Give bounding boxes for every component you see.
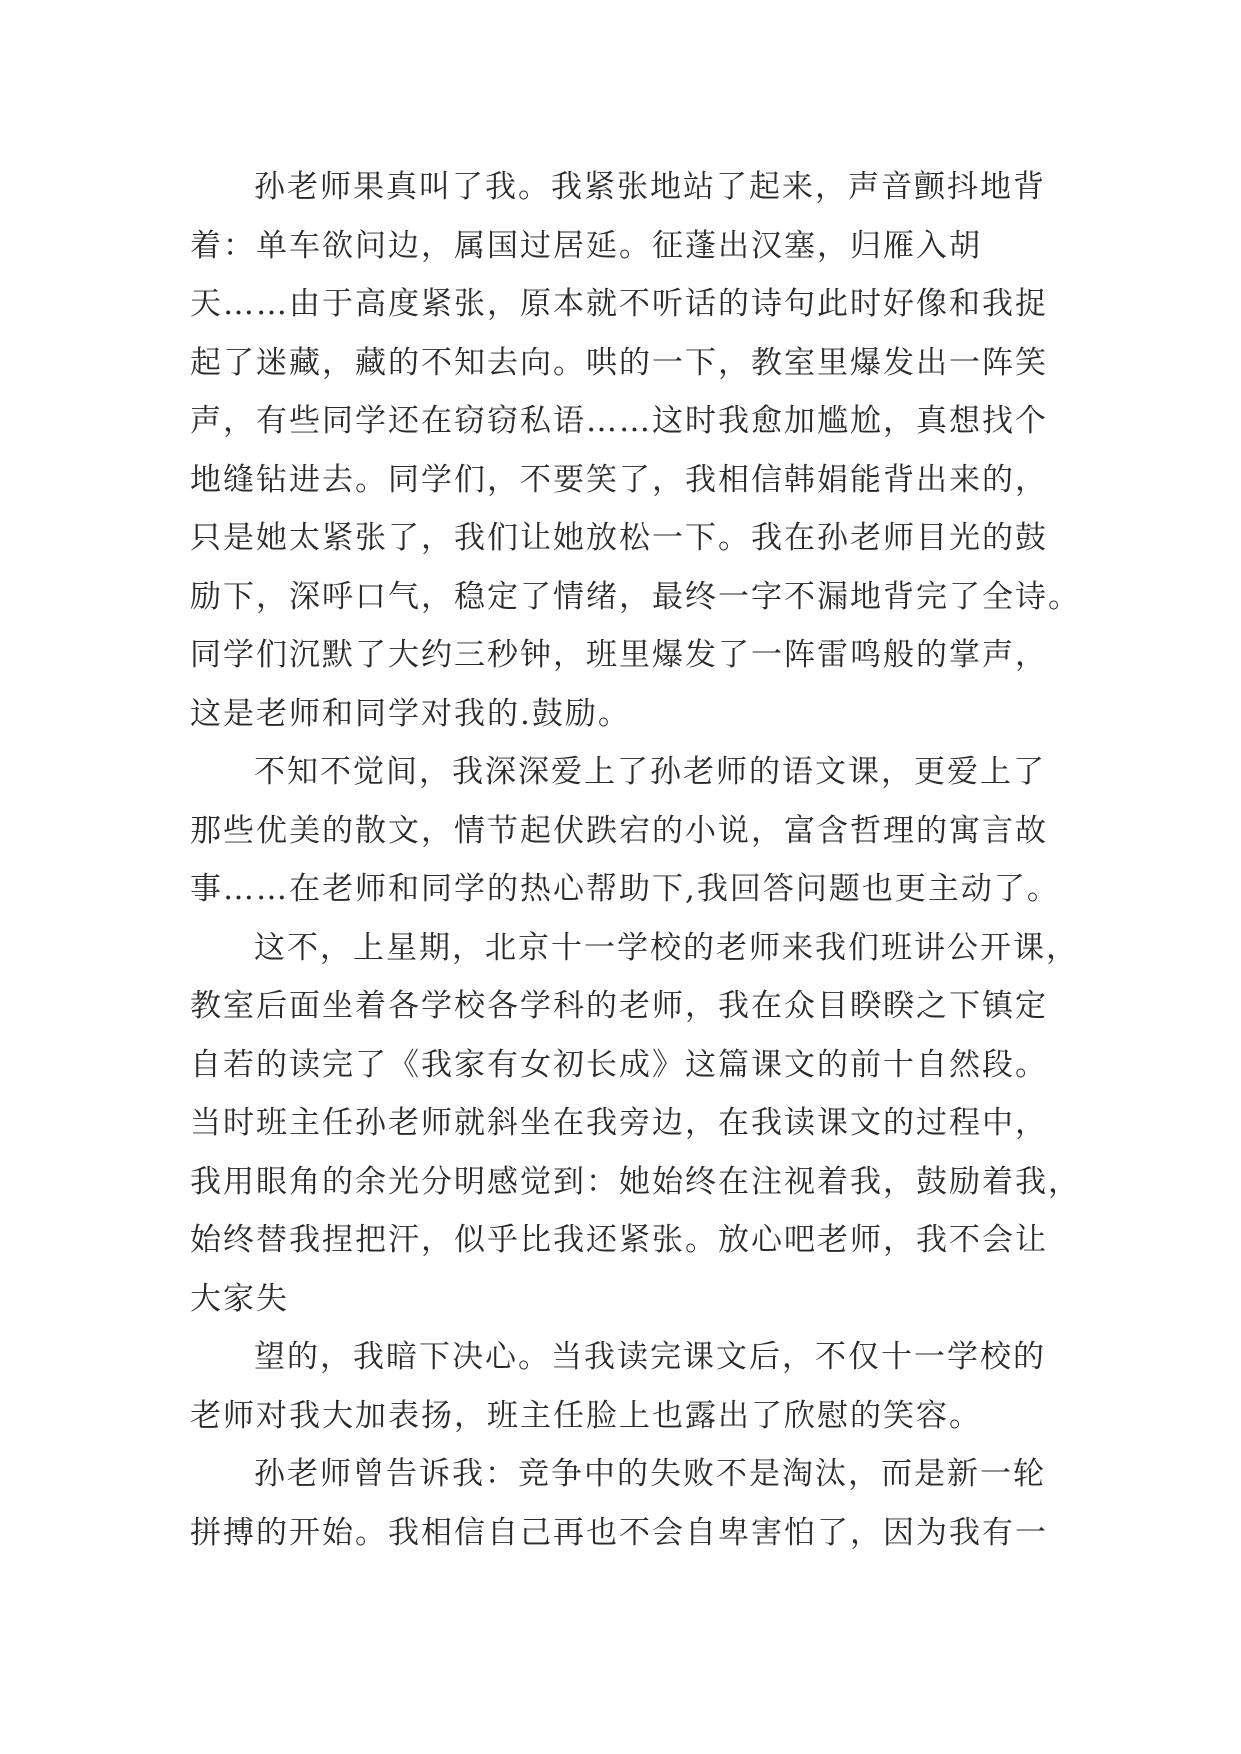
text-line: 自若的读完了《我家有女初长成》这篇课文的前十自然段。 bbox=[190, 1046, 1048, 1083]
text-line: 这是老师和同学对我的.鼓励。 bbox=[190, 695, 631, 732]
text-line: 孙老师果真叫了我。我紧张地站了起来，声音颤抖地背 bbox=[254, 169, 1046, 205]
text-line: 天……由于高度紧张，原本就不听话的诗句此时好像和我捉 bbox=[190, 286, 1048, 322]
text-line: 那些优美的散文，情节起伏跌宕的小说，富含哲理的寓言故 bbox=[190, 812, 1048, 849]
text-line: 着：单车欲问边，属国过居延。征蓬出汉塞，归雁入胡 bbox=[190, 227, 982, 264]
text-line: 我用眼角的余光分明感觉到：她始终在注视着我，鼓励着我， bbox=[190, 1163, 1081, 1200]
text-line: 地缝钻进去。同学们，不要笑了，我相信韩娟能背出来的， bbox=[190, 461, 1048, 498]
text-line: 老师对我大加表扬，班主任脸上也露出了欣慰的笑容。 bbox=[190, 1397, 982, 1434]
text-line: 事……在老师和同学的热心帮助下,我回答问题也更主动了。 bbox=[190, 871, 1060, 907]
body-text bbox=[190, 158, 1081, 1562]
text-line: 声，有些同学还在窃窃私语……这时我愈加尴尬，真想找个 bbox=[190, 403, 1048, 439]
text-line: 只是她太紧张了，我们让她放松一下。我在孙老师目光的鼓 bbox=[190, 520, 1048, 556]
text-line: 大家失 bbox=[190, 1280, 289, 1317]
text-line: 始终替我捏把汗，似乎比我还紧张。放心吧老师，我不会让 bbox=[190, 1222, 1048, 1258]
text-line: 当时班主任孙老师就斜坐在我旁边，在我读课文的过程中， bbox=[190, 1105, 1048, 1141]
paragraph-5 bbox=[190, 1445, 1070, 1562]
text-line: 同学们沉默了大约三秒钟，班里爆发了一阵雷鸣般的掌声， bbox=[190, 637, 1048, 673]
text-line: 励下，深呼口气，稳定了情绪，最终一字不漏地背完了全诗。 bbox=[190, 578, 1081, 615]
paragraph-3 bbox=[190, 919, 1081, 1329]
text-line: 望的，我暗下决心。当我读完课文后，不仅十一学校的 bbox=[254, 1339, 1046, 1375]
paragraph-1 bbox=[190, 158, 1081, 743]
paragraph-2 bbox=[190, 743, 1070, 919]
text-line: 孙老师曾告诉我：竞争中的失败不是淘汰，而是新一轮 bbox=[254, 1456, 1046, 1492]
paragraph-4 bbox=[190, 1328, 1070, 1445]
text-line: 起了迷藏，藏的不知去向。哄的一下，教室里爆发出一阵笑 bbox=[190, 344, 1048, 381]
text-line: 不知不觉间，我深深爱上了孙老师的语文课，更爱上了 bbox=[254, 754, 1046, 790]
text-line: 拼搏的开始。我相信自己再也不会自卑害怕了，因为我有一 bbox=[190, 1514, 1048, 1551]
text-line: 教室后面坐着各学校各学科的老师，我在众目睽睽之下镇定 bbox=[190, 988, 1048, 1024]
text-line: 这不，上星期，北京十一学校的老师来我们班讲公开课， bbox=[254, 929, 1079, 966]
